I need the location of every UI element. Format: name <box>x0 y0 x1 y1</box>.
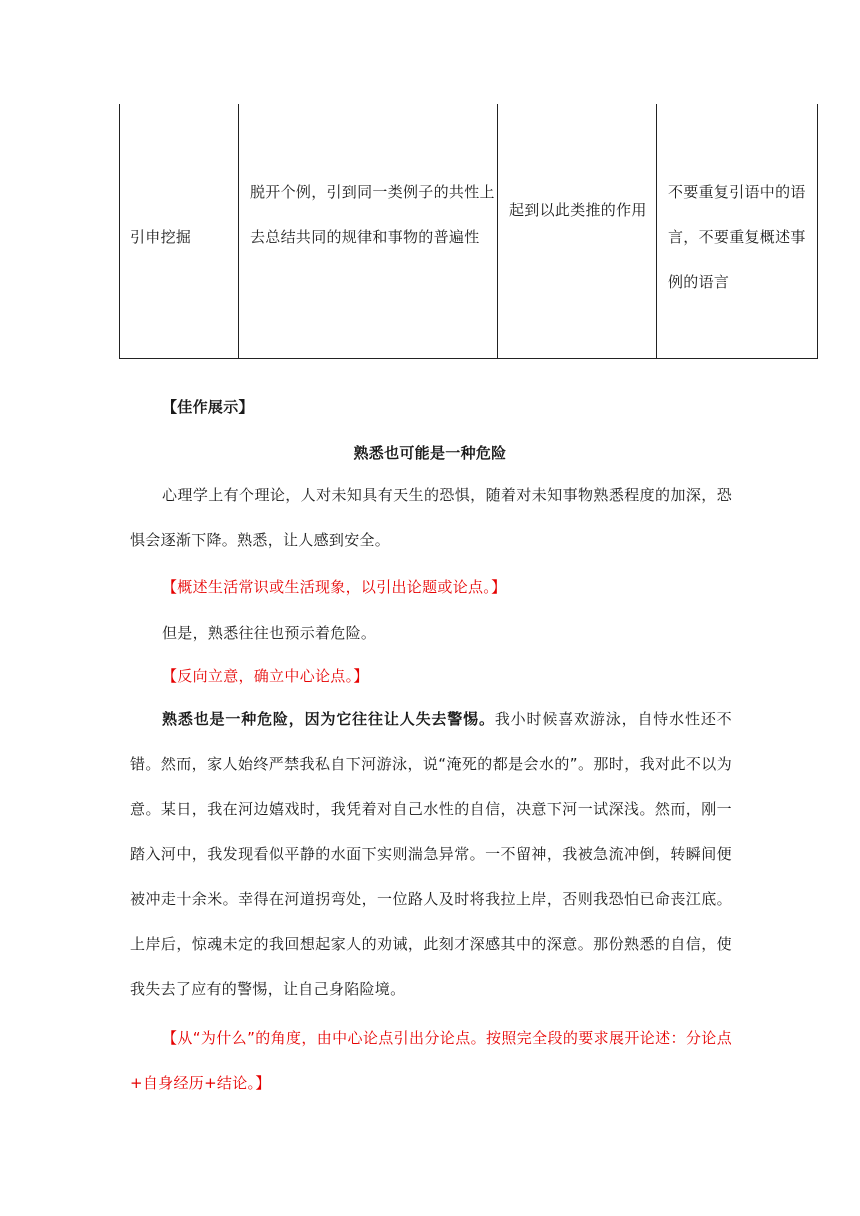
table-cell-caution: 不要重复引语中的语言，不要重复概述事例的语言 <box>668 183 806 291</box>
method-table <box>119 104 818 359</box>
essay-paragraph-3 <box>130 697 732 1012</box>
annotation-note-1: 【概述生活常识或生活现象，以引出论题或论点。】 <box>162 578 507 596</box>
essay-title: 熟悉也可能是一种危险 <box>353 444 507 462</box>
table-border-left <box>119 104 120 358</box>
sub-argument-sentence: 熟悉也是一种危险，因为它往往让人失去警惕。 <box>162 710 495 728</box>
table-column-divider <box>238 104 239 358</box>
annotation-note-3: 【从“为什么”的角度，由中心论点引出分论点。按照完全段的要求展开论述：分论点+自身经历+结论。】 <box>130 1029 732 1092</box>
essay-paragraph-2: 但是，熟悉往往也预示着危险。 <box>162 624 377 642</box>
table-cell-definition: 脱开个例，引到同一类例子的共性上去总结共同的规律和事物的普遍性 <box>250 183 495 246</box>
annotation-note-2: 【反向立意，确立中心论点。】 <box>162 667 369 685</box>
table-cell-method-name: 引申挖掘 <box>130 228 192 246</box>
table-cell-function: 起到以此类推的作用 <box>509 201 647 219</box>
essay-paragraph-1: 心理学上有个理论，人对未知具有天生的恐惧，随着对未知事物熟悉程度的加深，恐惧会逐渐下降。熟悉，让人感到安全。 <box>130 486 732 549</box>
paragraph-body: 我小时候喜欢游泳，自恃水性还不错。然而，家人始终严禁我私自下河游泳，说“淹死的都是会水的”。那时，我对此不以为意。某日，我在河边嬉戏时，我凭着对自己水性的自信，决意下河一试深浅。然而，刚一踏入河中，我发现看似平静的水面下实则湍急异常。一不留神，我被急流冲倒，转瞬间便被冲走十余米。幸得在河道拐弯处，一位路人及时将我拉上岸，否则我恐怕已命丧江底。上岸后，惊魂未定的我回想起家人的劝诫，此刻才深感其中的深意。那份熟悉的自信，使我失去了应有的警惕，让自己身陷险境。 <box>130 710 732 998</box>
table-column-divider <box>656 104 657 358</box>
section-heading: 【佳作展示】 <box>162 398 254 416</box>
table-border-right <box>817 104 818 358</box>
